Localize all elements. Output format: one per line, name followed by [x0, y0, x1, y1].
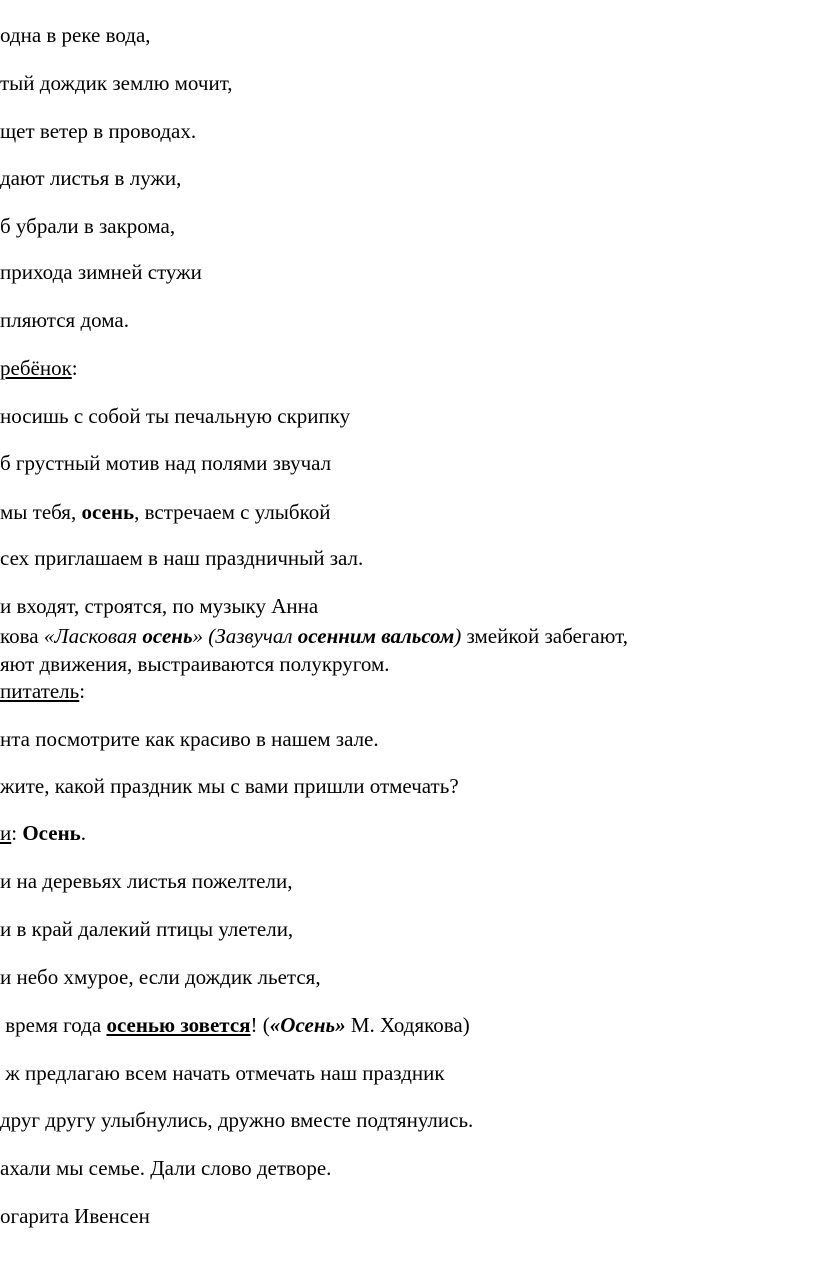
text-line — [0, 214, 175, 238]
text-line — [0, 652, 390, 676]
text-run: и — [0, 821, 12, 845]
text-run: носишь с собой ты печальную скрипку — [0, 404, 351, 428]
text-line — [0, 1061, 445, 1085]
text-run: осенью зовется — [106, 1013, 251, 1037]
text-run: сех приглашаем в наш праздничный зал. — [0, 546, 364, 570]
text-run: : — [71, 356, 78, 380]
text-run: . — [80, 821, 87, 845]
text-line — [0, 166, 181, 190]
text-run: одна в реке вода, — [0, 23, 151, 47]
text-run: «Осень» — [269, 1013, 346, 1037]
text-line — [0, 821, 86, 845]
text-run: прихода зимней стужи — [0, 260, 202, 284]
text-line — [0, 260, 202, 284]
text-line — [0, 1108, 473, 1132]
text-run: , встречаем с улыбкой — [134, 500, 331, 524]
text-line — [0, 1156, 331, 1180]
text-run: пляются дома. — [0, 308, 129, 332]
text-run: щет ветер в проводах. — [0, 119, 197, 143]
text-run: и входят, строятся, по музыку Анна — [0, 594, 319, 618]
text-run: и на деревьях листья пожелтели, — [0, 869, 293, 893]
text-run: б убрали в закрома, — [0, 214, 176, 238]
text-line — [0, 917, 293, 941]
text-run: ж предлагаю всем начать отмечать наш праздник — [0, 1061, 445, 1085]
text-run: ) — [454, 624, 462, 648]
text-line — [0, 679, 85, 703]
text-run: мы тебя, — [0, 500, 82, 524]
text-run: осень — [142, 624, 193, 648]
text-run: огарита Ивенсен — [0, 1204, 150, 1228]
text-line — [0, 356, 78, 380]
text-run: тый дождик землю мочит, — [0, 71, 233, 95]
text-run: ! ( — [250, 1013, 270, 1037]
text-run: и небо хмурое, если дождик льется, — [0, 965, 321, 989]
text-run: друг другу улыбнулись, дружно вместе подтянулись. — [0, 1108, 474, 1132]
text-line — [0, 451, 331, 475]
text-run: жите, какой праздник мы с вами пришли отмечать? — [0, 774, 459, 798]
text-run: ахали мы семье. Дали слово детворе. — [0, 1156, 332, 1180]
text-line — [0, 23, 151, 47]
text-run: осень — [81, 500, 135, 524]
text-line — [0, 500, 330, 524]
text-run: и в край далекий птицы улетели, — [0, 917, 294, 941]
text-line — [0, 71, 233, 95]
text-line — [0, 546, 363, 570]
text-line — [0, 594, 318, 618]
text-line — [0, 624, 628, 648]
text-run: кова — [0, 624, 44, 648]
text-run: : — [79, 679, 86, 703]
text-line — [0, 727, 379, 751]
text-line — [0, 774, 459, 798]
text-run: б грустный мотив над полями звучал — [0, 451, 332, 475]
text-line — [0, 965, 321, 989]
text-run: Осень — [22, 821, 81, 845]
text-run: » (Зазвучал — [192, 624, 298, 648]
text-run: дают листья в лужи, — [0, 166, 182, 190]
text-run: яют движения, выстраиваются полукругом. — [0, 652, 390, 676]
text-line — [0, 1013, 470, 1037]
text-run: питатель — [0, 679, 80, 703]
text-line — [0, 119, 196, 143]
text-run: время года — [0, 1013, 107, 1037]
text-line — [0, 1204, 150, 1228]
text-run: М. Ходякова) — [345, 1013, 470, 1037]
text-run: нта посмотрите как красиво в нашем зале. — [0, 727, 379, 751]
text-run: : — [11, 821, 23, 845]
text-run: осенним вальсом — [297, 624, 455, 648]
text-run: змейкой забегают, — [461, 624, 629, 648]
text-line — [0, 869, 292, 893]
text-run: ребёнок — [0, 356, 72, 380]
text-line — [0, 404, 350, 428]
text-line — [0, 308, 129, 332]
text-run: «Ласковая — [43, 624, 143, 648]
